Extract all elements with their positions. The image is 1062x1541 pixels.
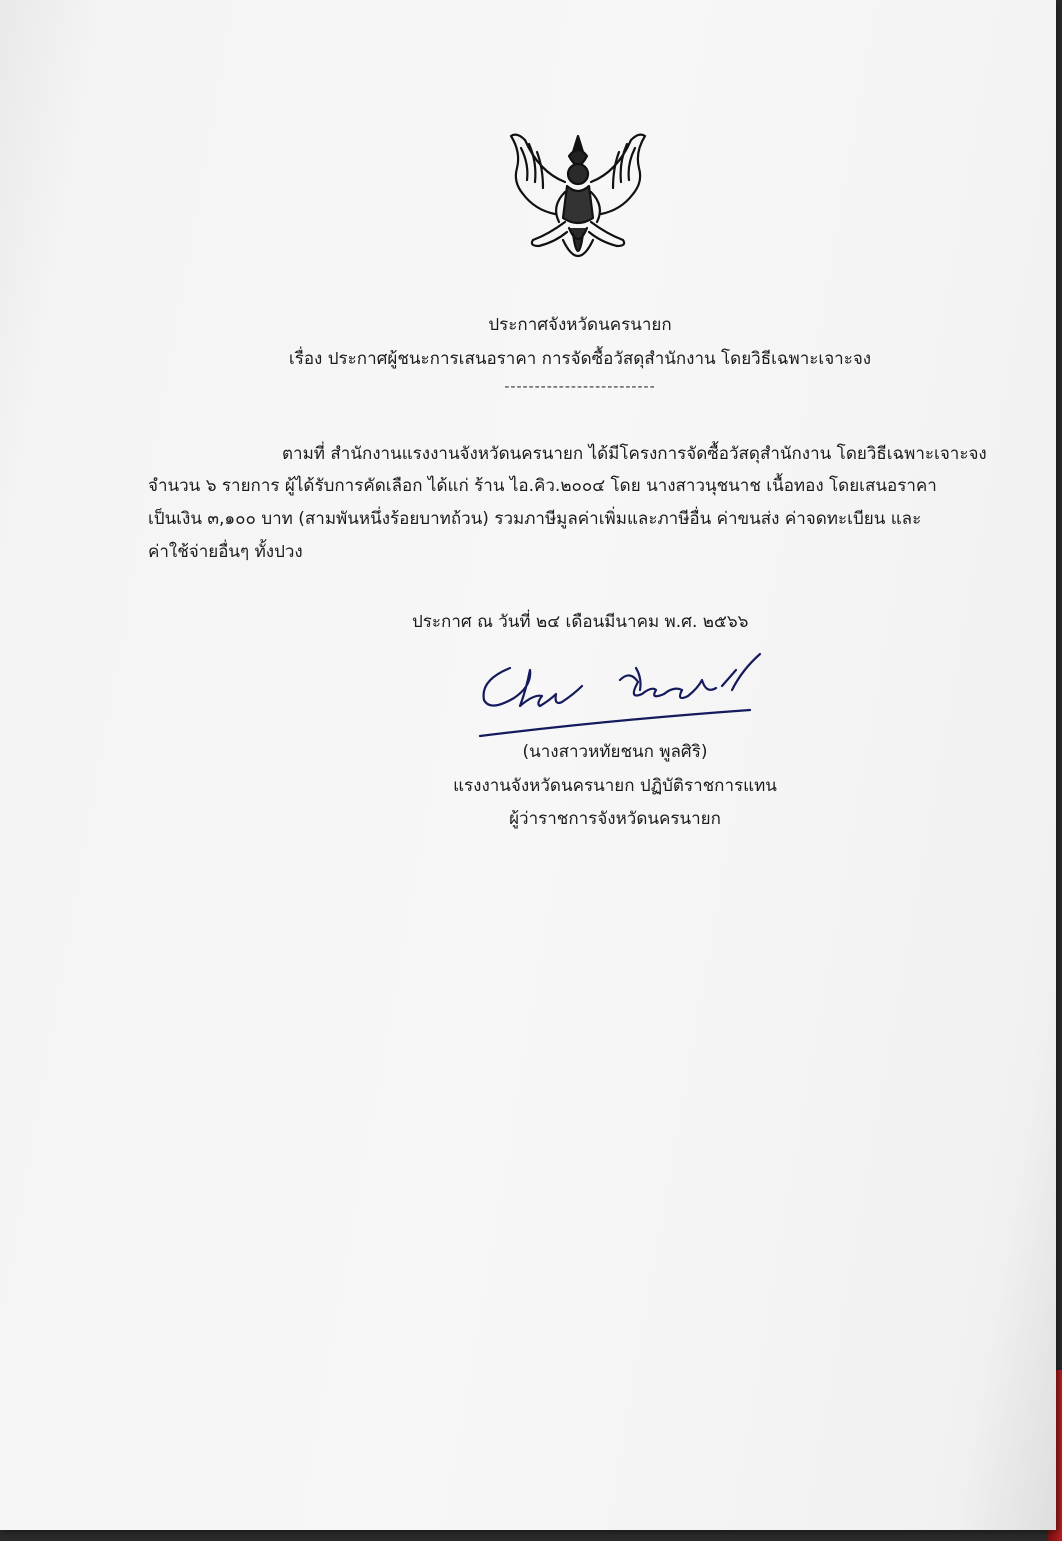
title-divider: -------------------------	[504, 379, 656, 395]
body-paragraph-line-4: ค่าใช้จ่ายอื่นๆ ทั้งปวง	[148, 542, 303, 562]
body-paragraph-line-2: จำนวน ๖ รายการ ผู้ได้รับการคัดเลือก ได้แก่ ร้าน ไอ.คิว.๒๐๐๔ โดย นางสาวนุชนาช เนื้อทอง โดยเสนอราคา	[148, 476, 937, 496]
announcement-title: ประกาศจังหวัดนครนายก	[488, 315, 672, 335]
signatory-position-1: แรงงานจังหวัดนครนายก ปฏิบัติราชการแทน	[453, 776, 777, 796]
body-paragraph-line-3: เป็นเงิน ๓,๑๐๐ บาท (สามพันหนึ่งร้อยบาทถ้วน) รวมภาษีมูลค่าเพิ่มและภาษีอื่น ค่าขนส่ง ค่าจดทะเบียน และ	[148, 509, 922, 529]
body-paragraph-line-1: ตามที่ สำนักงานแรงงานจังหวัดนครนายก ได้มีโครงการจัดซื้อวัสดุสำนักงาน โดยวิธีเฉพาะเจาะจง	[282, 444, 987, 464]
handwritten-signature	[470, 650, 770, 745]
garuda-emblem-icon	[503, 122, 653, 274]
signatory-position-2: ผู้ว่าราชการจังหวัดนครนายก	[509, 809, 721, 829]
announcement-date: ประกาศ ณ วันที่ ๒๔ เดือนมีนาคม พ.ศ. ๒๕๖๖	[412, 612, 749, 632]
signatory-name: (นางสาวหทัยชนก พูลศิริ)	[522, 742, 708, 762]
announcement-subject: เรื่อง ประกาศผู้ชนะการเสนอราคา การจัดซื้อวัสดุสำนักงาน โดยวิธีเฉพาะเจาะจง	[288, 349, 872, 369]
